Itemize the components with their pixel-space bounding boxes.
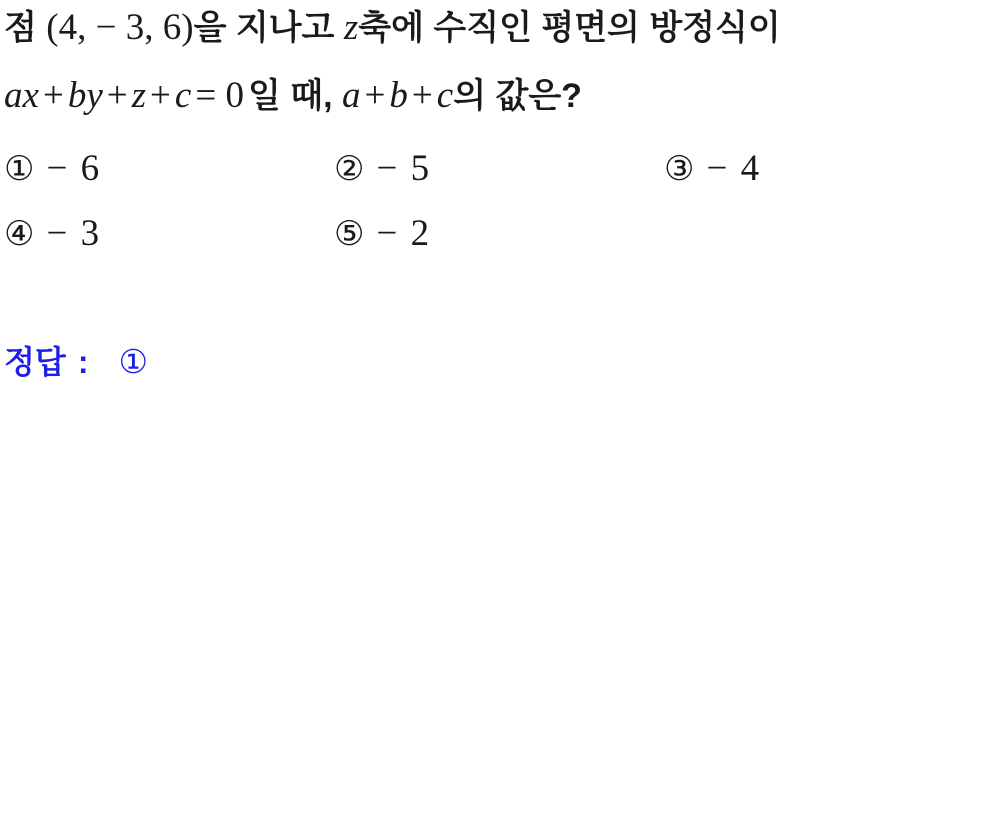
choice-5 (334, 211, 664, 257)
choice-1-value: − 6 (46, 148, 102, 189)
question-line-2 (4, 70, 993, 122)
question-line-1 (4, 2, 993, 54)
math-problem-page (0, 0, 993, 381)
text-segment: a (342, 75, 361, 116)
text-segment: + (42, 75, 64, 116)
text-segment: b (389, 75, 408, 116)
text-segment: + (364, 75, 386, 116)
choice-5-value: − 2 (376, 213, 432, 254)
text-segment: + (106, 75, 128, 116)
text-segment: + (411, 75, 433, 116)
text-segment: 축에 수직인 평면의 방정식이 (358, 9, 781, 47)
choice-1 (4, 146, 334, 192)
text-segment: by (67, 75, 103, 116)
choice-3 (664, 146, 993, 192)
text-segment: 의 값은? (453, 77, 582, 115)
choices-grid (4, 146, 993, 257)
choice-3-circled-number: ③ (664, 149, 695, 189)
choice-3-value: − 4 (706, 148, 762, 189)
choice-1-circled-number: ① (4, 149, 35, 189)
choice-4-value: − 3 (46, 213, 102, 254)
text-segment: + (150, 75, 171, 116)
question-block (4, 2, 993, 122)
answer-circled-number: ① (118, 342, 149, 381)
text-segment: c (436, 75, 454, 116)
choice-4-circled-number: ④ (4, 214, 35, 254)
answer-label: 정답 (4, 344, 66, 380)
answer-line (4, 343, 993, 381)
text-segment: c (174, 75, 192, 116)
choice-2 (334, 146, 664, 192)
text-segment: (4, − 3, 6) (46, 7, 194, 48)
text-segment: z (343, 7, 359, 48)
answer-separator: : (77, 344, 89, 380)
choice-5-circled-number: ⑤ (334, 214, 365, 254)
text-segment: 일 때, (247, 77, 342, 115)
text-segment: ax (4, 75, 39, 116)
text-segment: 점 (4, 9, 47, 47)
choice-4 (4, 211, 334, 257)
text-segment: = 0 (195, 75, 244, 116)
choice-2-value: − 5 (376, 148, 432, 189)
text-segment: z (131, 75, 147, 116)
choice-2-circled-number: ② (334, 149, 365, 189)
text-segment: 을 지나고 (193, 9, 344, 47)
